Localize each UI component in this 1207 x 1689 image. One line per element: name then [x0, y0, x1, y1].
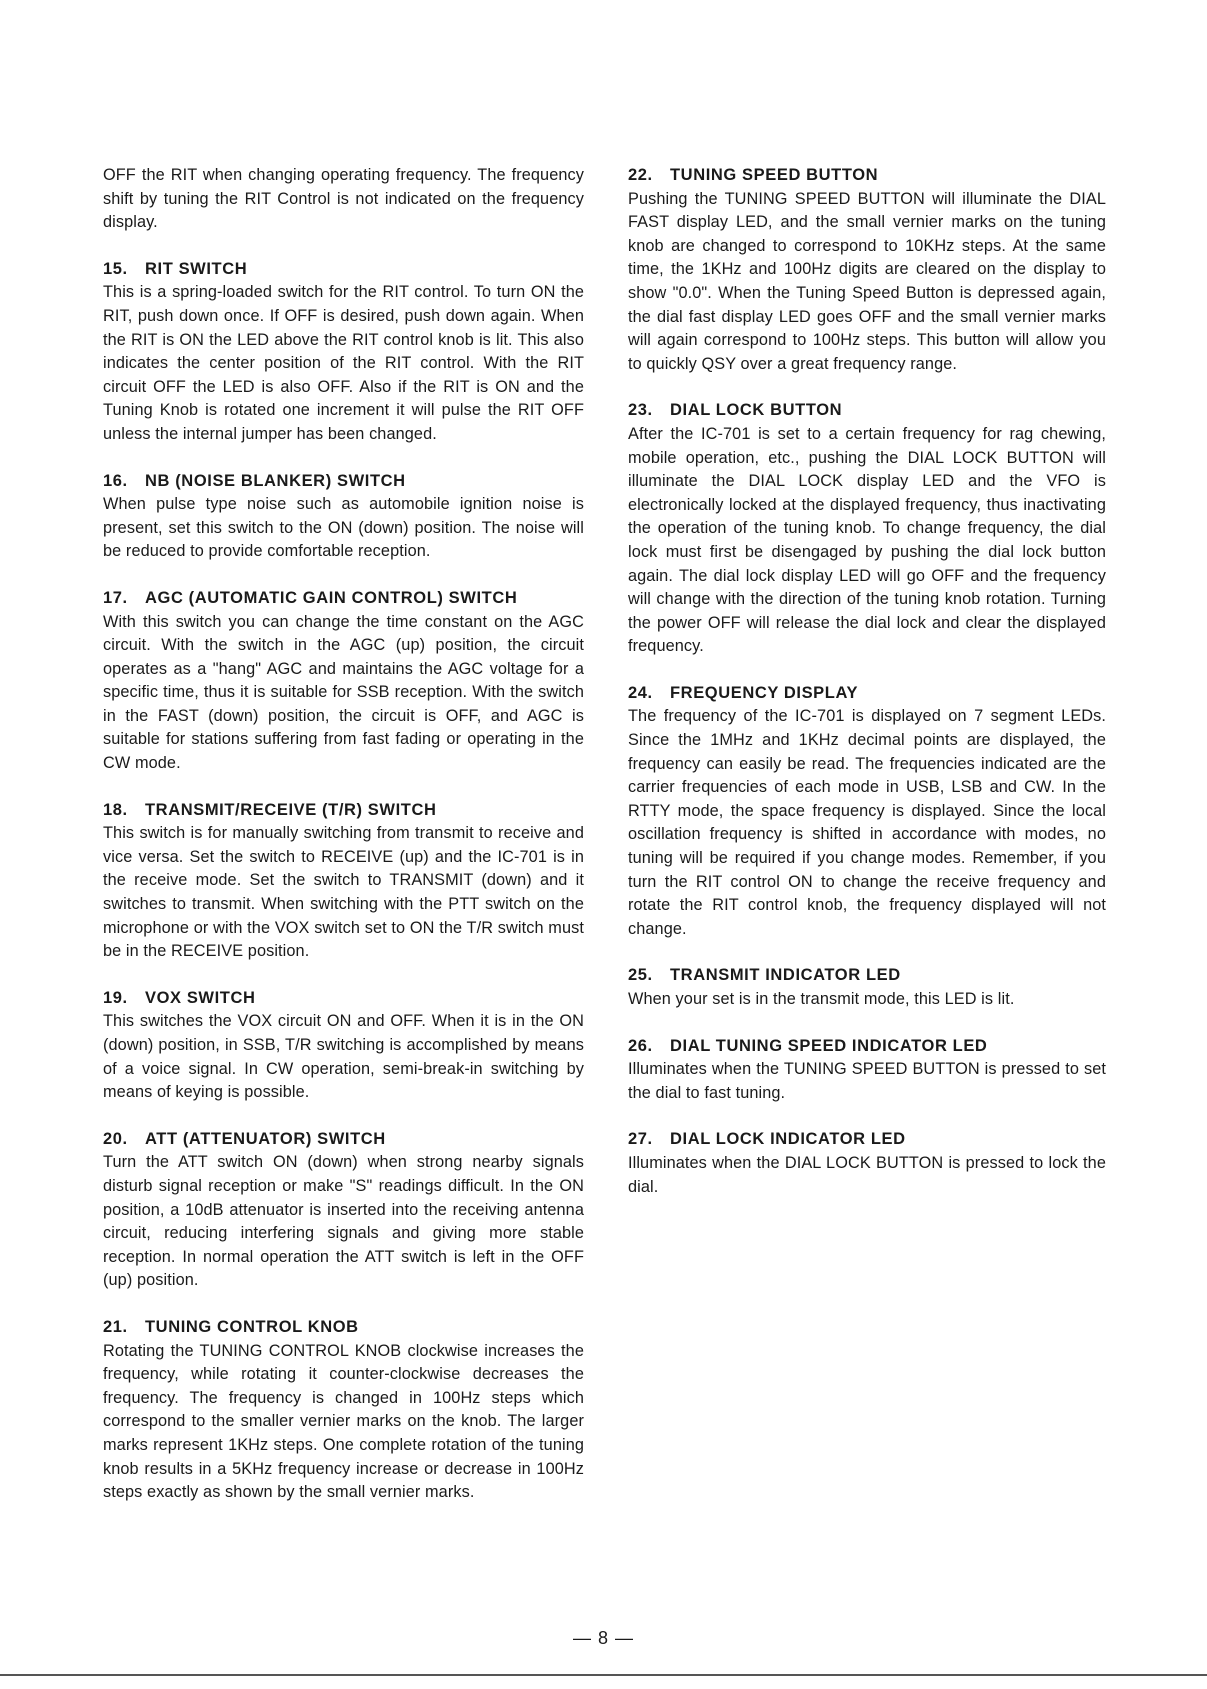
page-number: — 8 —: [572, 1628, 634, 1648]
section-title: FREQUENCY DISPLAY: [670, 683, 859, 702]
section-number: 18.: [103, 800, 128, 819]
section-body: Illuminates when the TUNING SPEED BUTTON is pressed to set the dial to fast tuning.: [628, 1060, 1106, 1102]
section-number: 15.: [103, 259, 128, 278]
section-heading: [103, 1316, 584, 1340]
section-heading: [628, 682, 1106, 706]
section-18: [103, 799, 584, 964]
section-27: [628, 1128, 1106, 1199]
section-19: [103, 987, 584, 1105]
section-title: AGC (AUTOMATIC GAIN CONTROL) SWITCH: [145, 588, 518, 607]
section-number: 21.: [103, 1317, 128, 1336]
section-number: 24.: [628, 683, 653, 702]
section-title: ATT (ATTENUATOR) SWITCH: [145, 1129, 386, 1148]
section-body: When your set is in the transmit mode, this LED is lit.: [628, 990, 1015, 1008]
section-22: [628, 164, 1106, 376]
footer-rule: [0, 1674, 1207, 1676]
section-number: 17.: [103, 588, 128, 607]
section-title: DIAL TUNING SPEED INDICATOR LED: [670, 1036, 988, 1055]
section-number: 22.: [628, 166, 653, 184]
section-heading: [103, 258, 584, 282]
section-title: RIT SWITCH: [145, 259, 248, 278]
section-title: DIAL LOCK INDICATOR LED: [670, 1130, 906, 1149]
section-number: 26.: [628, 1036, 653, 1055]
section-title: DIAL LOCK BUTTON: [670, 401, 843, 420]
section-title: VOX SWITCH: [145, 988, 256, 1007]
continued-paragraph: OFF the RIT when changing operating frequency. The frequency shift by tuning the RIT Control is not indicated on the frequency display.: [103, 166, 584, 232]
section-heading: [103, 470, 584, 494]
section-body: Pushing the TUNING SPEED BUTTON will illuminate the DIAL FAST display LED, and the small vernier marks on the tuning knob are changed to correspond to 10KHz steps. At the same time, the 1KHz and 100Hz digits are cleared on the display to show "0.0". When the Tuning Speed Button is depressed again, the dial fast display LED goes OFF and the small vernier marks will again correspond to 100Hz steps. This button will allow you to quickly QSY over a great frequency range.: [628, 189, 1106, 373]
section-title: NB (NOISE BLANKER) SWITCH: [145, 471, 406, 490]
section-title: TUNING CONTROL KNOB: [145, 1317, 359, 1336]
section-body: When pulse type noise such as automobile ignition noise is present, set this switch to the ON (down) position. The noise will be reduced to provide comfortable reception.: [103, 495, 584, 561]
section-body: Illuminates when the DIAL LOCK BUTTON is pressed to lock the dial.: [628, 1153, 1106, 1196]
section-25: [628, 964, 1106, 1011]
section-body: Turn the ATT switch ON (down) when strong nearby signals disturb signal reception or make "S" readings difficult. In the ON position, a 10dB attenuator is inserted into the receiving antenna circuit, reducing interfering signals and giving more stable reception. In normal operation the ATT switch is left in the OFF (up) position.: [103, 1153, 584, 1290]
section-heading: [103, 587, 584, 611]
section-body: This switches the VOX circuit ON and OFF. When it is in the ON (down) position, in SSB, T/R switching is accomplished by means of a voice signal. In CW operation, semi-break-in switching by means of keying is possible.: [103, 1012, 584, 1102]
section-20: [103, 1128, 584, 1293]
section-23: [628, 399, 1106, 659]
section-17: [103, 587, 584, 776]
section-title: TUNING SPEED BUTTON: [670, 166, 879, 184]
section-number: 20.: [103, 1129, 128, 1148]
section-16: [103, 470, 584, 564]
section-heading: [103, 799, 584, 823]
section-heading: [628, 164, 1106, 188]
section-heading: [628, 964, 1106, 988]
section-heading: [628, 399, 1106, 423]
section-title: TRANSMIT/RECEIVE (T/R) SWITCH: [145, 800, 437, 819]
section-21: [103, 1316, 584, 1505]
section-26: [628, 1035, 1106, 1106]
section-body: This switch is for manually switching from transmit to receive and vice versa. Set the switch to RECEIVE (up) and the IC-701 is in the receive mode. Set the switch to TRANSMIT (down) and it switches to transmit. When switching with the PTT switch on the microphone or with the VOX switch set to ON the T/R switch must be in the RECEIVE position.: [103, 824, 584, 961]
section-body: Rotating the TUNING CONTROL KNOB clockwise increases the frequency, while rotating it counter-clockwise decreases the frequency. The frequency is changed in 100Hz steps which correspond to the smaller vernier marks on the knob. The larger marks represent 1KHz steps. One complete rotation of the tuning knob results in a 5KHz frequency increase or decrease in 100Hz steps exactly as shown by the small vernier marks.: [103, 1341, 584, 1502]
section-number: 23.: [628, 401, 653, 420]
section-body: After the IC-701 is set to a certain frequency for rag chewing, mobile operation, etc., pushing the DIAL LOCK BUTTON will illuminate the DIAL LOCK display LED and the VFO is electronically locked at the displayed frequency, thus inactivating the operation of the tuning knob. To change frequency, the dial lock must first be disengaged by pushing the dial lock button again. The dial lock display LED will go OFF and the frequency will change with the direction of the tuning knob rotation. Turning the power OFF will release the dial lock and clear the displayed frequency.: [628, 424, 1106, 656]
right-column: [628, 164, 1106, 1199]
section-body: With this switch you can change the time constant on the AGC circuit. With the switch in the AGC (up) position, the circuit operates as a "hang" AGC and maintains the AGC voltage for a specific time, thus it is suitable for SSB reception. With the switch in the FAST (down) position, the circuit is OFF, and AGC is suitable for stations suffering from fast fading or operating in the CW mode.: [103, 612, 584, 773]
section-number: 27.: [628, 1130, 653, 1149]
section-24: [628, 682, 1106, 942]
section-body: This is a spring-loaded switch for the RIT control. To turn ON the RIT, push down once. If OFF is desired, push down again. When the RIT is ON the LED above the RIT control knob is lit. This also indicates the center position of the RIT control. With the RIT circuit OFF the LED is also OFF. Also if the RIT is ON and the Tuning Knob is rotated one increment it will pulse the RIT OFF unless the internal jumper has been changed.: [103, 283, 584, 443]
section-body: The frequency of the IC-701 is displayed on 7 segment LEDs. Since the 1MHz and 1KHz decimal points are displayed, the frequency can easily be read. The frequencies indicated are the carrier frequencies of each mode in USB, LSB and CW. In the RTTY mode, the space frequency is displayed. Since the local oscillation frequency is shifted in accordance with modes, no tuning will be required if you change modes. Remember, if you turn the RIT control ON to change the receive frequency and rotate the RIT control knob, the frequency displayed will not change.: [628, 707, 1106, 938]
section-number: 19.: [103, 988, 128, 1007]
section-15: [103, 258, 584, 447]
section-heading: [103, 1128, 584, 1152]
section-title: TRANSMIT INDICATOR LED: [670, 966, 901, 985]
left-column: [103, 164, 584, 1505]
section-heading: [628, 1128, 1106, 1152]
section-heading: [628, 1035, 1106, 1059]
section-number: 25.: [628, 966, 653, 985]
section-number: 16.: [103, 471, 128, 490]
section-heading: [103, 987, 584, 1011]
